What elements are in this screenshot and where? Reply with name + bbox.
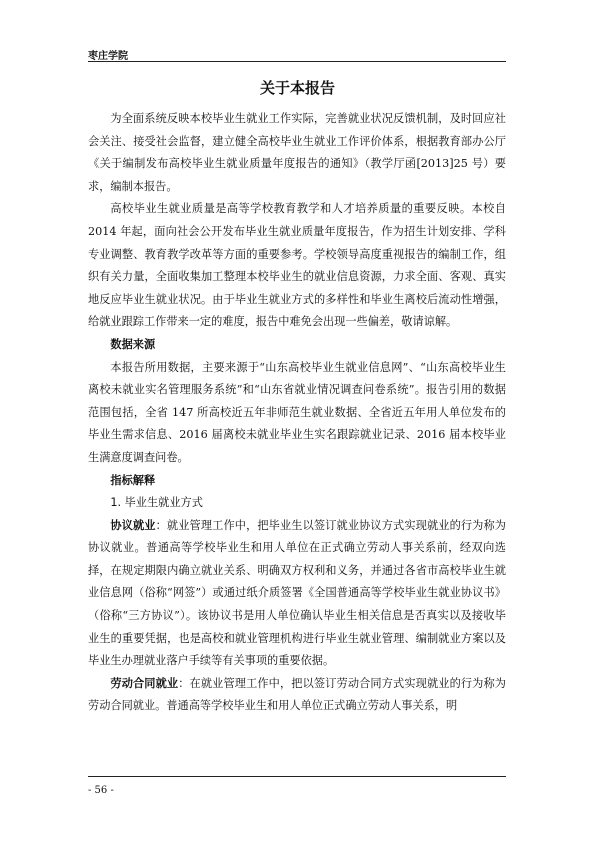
header-institution: 枣庄学院	[88, 51, 128, 62]
intro-paragraph: 为全面系统反映本校毕业生就业工作实际，完善就业状况反馈机制，及时回应社会关注、接受社会监督，建立健全高校毕业生就业工作评价体系，根据教育部办公厅《关于编制发布高校毕业生就业质量年度报告的通知》（教学厅函[2013]25 号）要求，编制本报告。	[88, 112, 506, 193]
data-source-paragraph: 本报告所用数据，主要来源于“山东高校毕业生就业信息网”、“山东高校毕业生离校未就业实名管理服务系统”和“山东省就业情况调查问卷系统”。报告引用的数据范围包括，全省 147 所高校近五年非师范生就业数据、全省近五年用人单位发布的毕业生需求信息、2016 届离校未就业毕业生实名跟踪就业记录、2016 届本校毕业生满意度调查问卷。	[88, 360, 506, 464]
quality-paragraph: 高校毕业生就业质量是高等学校教育教学和人才培养质量的重要反映。本校自 2014 年起，面向社会公开发布毕业生就业质量年度报告，作为招生计划安排、学科专业调整、教育教学改革等方面的重要参考。学校领导高度重视报告的编制工作，组织有关力量，全面收集加工整理本校毕业生的就业信息资源，力求全面、客观、真实地反应毕业生就业状况。由于毕业生就业方式的多样性和毕业生离校后流动性增强，给就业跟踪工作带来一定的难度，报告中难免会出现一些偏差，敬请谅解。	[88, 202, 506, 329]
footer-divider	[88, 776, 506, 777]
page-title: 关于本报告	[259, 79, 335, 97]
header-divider	[88, 61, 506, 62]
page-number: - 56 -	[88, 785, 114, 796]
contract-employment-paragraph	[88, 673, 506, 718]
agreement-employment-paragraph	[88, 515, 506, 673]
contract-employment-term: 劳动合同就业	[110, 676, 179, 690]
report-body	[88, 108, 506, 718]
data-source-heading: 数据来源	[110, 337, 156, 351]
contract-employment-text: ：在就业管理工作中，把以签订劳动合同方式实现就业的行为称为劳动合同就业。普通高等学校毕业生和用人单位正式确立劳动人事关系，明	[88, 676, 506, 713]
employment-mode-subheading: 1. 毕业生就业方式	[110, 496, 203, 510]
indicator-heading: 指标解释	[110, 473, 156, 487]
agreement-employment-text: ：就业管理工作中，把毕业生以签订就业协议方式实现就业的行为称为协议就业。普通高等学校毕业生和用人单位在正式确立劳动人事关系前，经双向选择，在规定期限内确立就业关系、明确双方权利和义务，并通过各省市高校毕业生就业信息网（俗称“网签”）或通过纸介质签署《全国普通高等学校毕业生就业协议书》（俗称“三方协议”）。该协议书是用人单位确认毕业生相关信息是否真实以及接收毕业生的重要凭据，也是高校和就业管理机构进行毕业生就业管理、编制就业方案以及毕业生办理就业落户手续等有关事项的重要依据。	[88, 518, 506, 668]
agreement-employment-term: 协议就业	[110, 518, 156, 532]
